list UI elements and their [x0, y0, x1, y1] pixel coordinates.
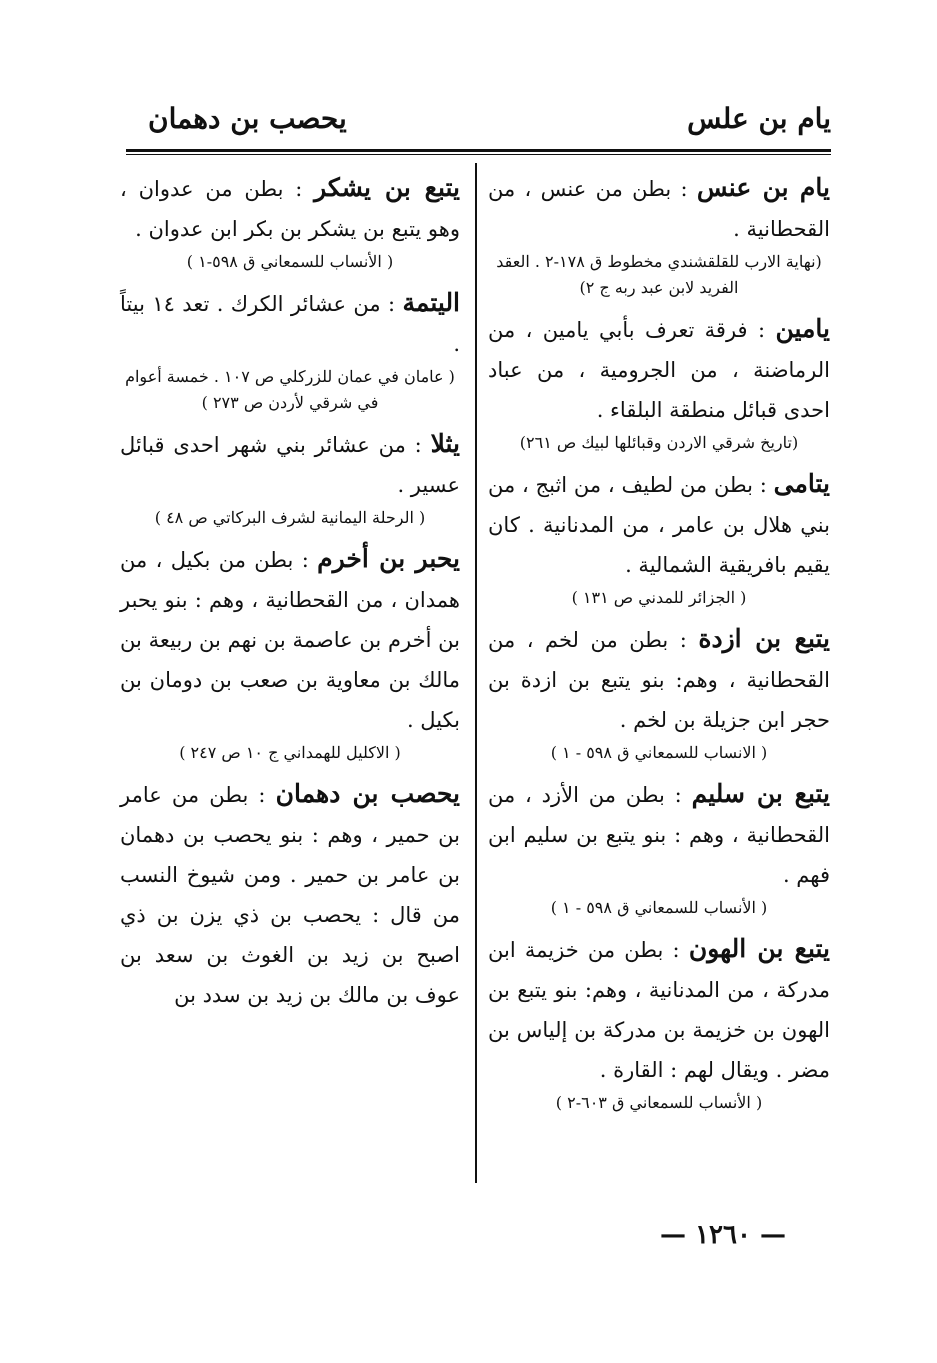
entry-headword: يتبع بن الهون	[688, 934, 830, 963]
entry	[120, 283, 460, 416]
running-head-left: يحصب بن دهمان	[148, 102, 347, 135]
entry-body: : بطن من عنس ، من القحطانية .	[488, 177, 830, 241]
entry-text	[120, 424, 460, 505]
entry-body: : بطن من خزيمة ابن مدركة ، من المدنانية ، وهم: بنو يتبع بن الهون بن خزيمة بن مدركة بن إلياس بن مضر . ويقال لهم : القارة .	[488, 938, 830, 1082]
right-column	[488, 168, 830, 1124]
entry	[488, 774, 830, 921]
entry-text	[488, 929, 830, 1090]
entry-headword: يحصب بن دهمان	[275, 779, 460, 808]
entry-text	[120, 774, 460, 1015]
entry	[488, 168, 830, 301]
entry	[120, 424, 460, 531]
entry-body: : فرقة تعرف بأبي يامين ، من الرماضنة ، من الجرومية ، من عباد احدى قبائل منطقة البلقاء .	[488, 318, 830, 422]
entry	[120, 539, 460, 766]
entry-text	[488, 309, 830, 430]
entry	[488, 929, 830, 1116]
page-number: — ١٢٦٠ —	[660, 1220, 786, 1250]
entry-body: : بطن من الأزد ، من القحطانية ، وهم : بنو يتبع بن سليم ابن فهم .	[488, 783, 830, 887]
entry-headword: يتبع بن سليم	[691, 779, 831, 808]
column-divider	[475, 163, 477, 1183]
entry-headword: اليتمة	[402, 288, 461, 317]
running-head	[126, 88, 831, 148]
entry-source: ( الجزائر للمدني ص ١٣١ )	[571, 588, 747, 607]
entry-headword: يام بن عنس	[696, 173, 830, 202]
entry	[488, 619, 830, 766]
entry-body: : بطن من لخم ، من القحطانية ، وهم: بنو يتبع بن ازدة بن حجر ابن جزيلة بن لخم .	[488, 628, 830, 732]
entry-text	[488, 464, 830, 585]
entry-body: : بطن من بكيل ، من همدان ، من القحطانية ، وهم : بنو يحبر بن أخرم بن عاصمة بن نهم بن ربيعة بن مالك بن معاوية بن صعب بن دومان بن بكيل .	[120, 548, 460, 732]
entry-headword: يتبع بن يشكر	[314, 173, 460, 202]
entry-source: ( عامان في عمان للزركلي ص ١٠٧ . خمسة أعوام في شرقي لأردن ص ٢٧٣ )	[125, 367, 455, 412]
entry-source: ( الاكليل للهمداني ج ١٠ ص ٢٤٧ )	[179, 743, 401, 762]
left-column	[120, 168, 460, 1019]
entry-source: ( الأنساب للسمعاني ق ٦٠٣-٢ )	[555, 1093, 763, 1112]
entry	[120, 168, 460, 275]
entry-body: : بطن من لطيف ، من اثبج ، من بني هلال بن عامر ، من المدنانية . كان يقيم بافريقية الشمالية .	[488, 473, 830, 577]
entry-text	[120, 283, 460, 364]
entry-source: (نهاية الارب للقلقشندي مخطوط ق ١٧٨-٢ . العقد الفريد لابن عبد ربه ج ٢)	[496, 252, 822, 297]
entry-text	[488, 619, 830, 740]
entry-headword: يثلا	[430, 429, 460, 458]
entry-source: (تاريخ شرقي الاردن وقبائلها لبيك ص ٢٦١)	[519, 433, 799, 452]
entry-text	[120, 168, 460, 249]
entry-headword: يتامى	[773, 469, 830, 498]
entry-text	[488, 168, 830, 249]
header-rule-thin	[126, 154, 831, 155]
entry-source: ( الرحلة اليمانية لشرف البركاتي ص ٤٨ )	[154, 508, 426, 527]
entry	[488, 464, 830, 611]
entry-text	[120, 539, 460, 740]
header-rule-thick	[126, 149, 831, 152]
entry-headword: يامين	[775, 314, 830, 343]
entry-body: : بطن من عامر بن حمير ، وهم : بنو يحصب بن دهمان بن عامر بن حمير . ومن شيوخ النسب من قال : يحصب بن ذي يزن بن ذي اصبح بن زيد بن الغوث بن سعد بن عوف بن مالك بن زيد بن سدد بن	[120, 783, 460, 1007]
entry	[120, 774, 460, 1015]
entry-body: : من عشائر الكرك . تعد ١٤ بيتاً .	[120, 292, 460, 356]
entry-source: ( الانساب للسمعاني ق ٥٩٨ - ١ )	[550, 743, 768, 762]
entry-source: ( الأنساب للسمعاني ق ٥٩٨-١ )	[186, 252, 394, 271]
entry-source: ( الأنساب للسمعاني ق ٥٩٨ - ١ )	[550, 898, 768, 917]
running-head-right: يام بن علس	[687, 102, 831, 135]
entry	[488, 309, 830, 456]
entry-text	[488, 774, 830, 895]
entry-body: : بطن من عدوان ، وهو يتبع بن يشكر بن بكر ابن عدوان .	[120, 177, 460, 241]
entry-headword: يتبع بن ازدة	[698, 624, 830, 653]
entry-headword: يحبر بن أخرم	[317, 544, 460, 573]
entry-body: : من عشائر بني شهر احدى قبائل عسير .	[120, 433, 460, 497]
